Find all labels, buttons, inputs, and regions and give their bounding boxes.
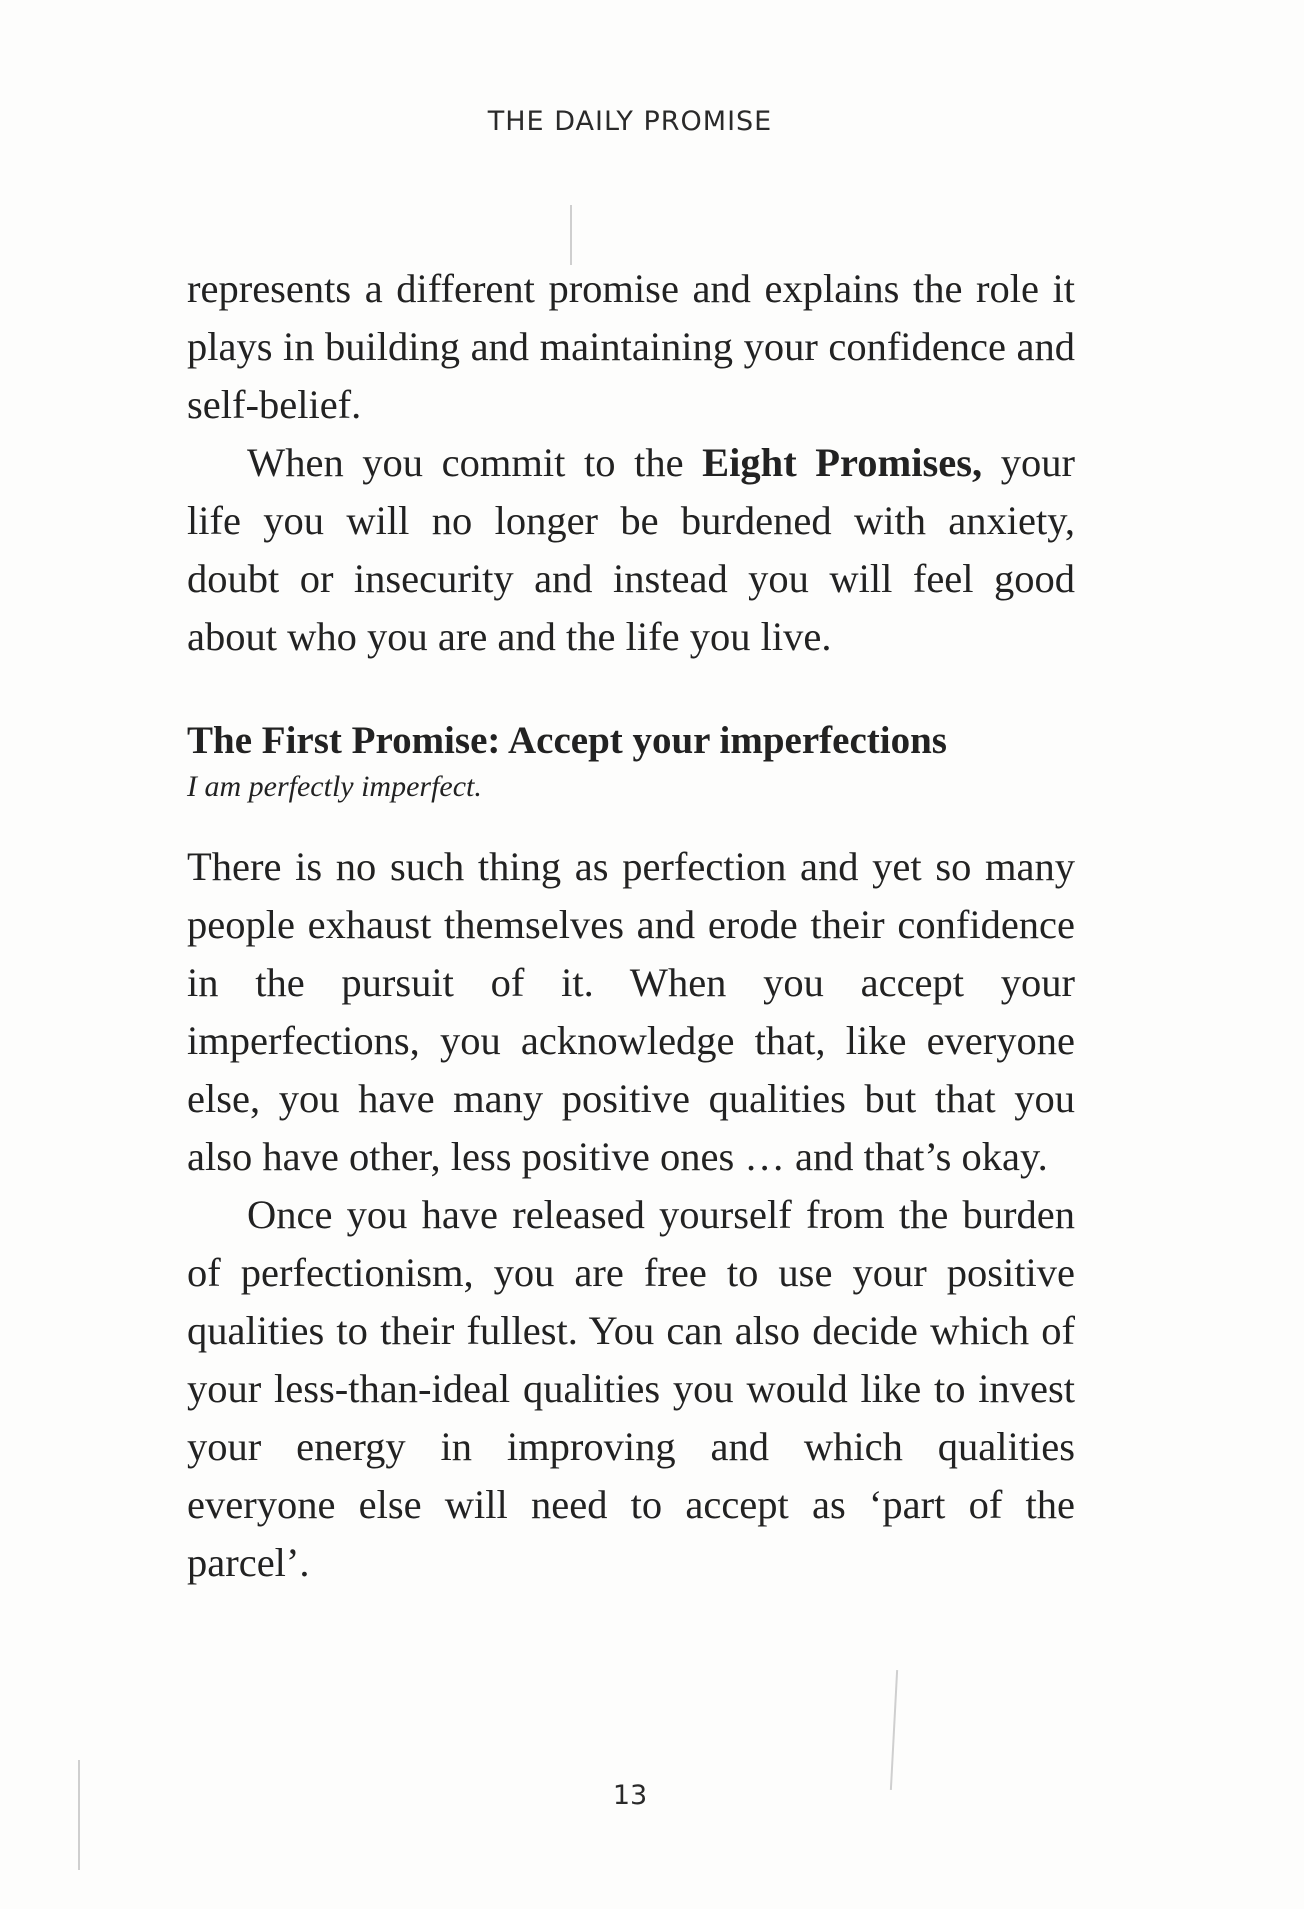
intro-text	[187, 260, 1075, 666]
scan-mark	[78, 1760, 80, 1870]
intro-paragraph-1: represents a different promise and explains the role it plays in building and maintaining your confidence and self-belief.	[187, 266, 1075, 427]
intro-paragraph-2	[187, 434, 1075, 666]
page-number: 13	[612, 1780, 648, 1811]
section-heading-block	[187, 716, 1075, 808]
intro-paragraph-2-lead: When you commit to the	[247, 440, 703, 485]
section-heading: The First Promise: Accept your imperfections	[187, 719, 947, 762]
eight-promises-emphasis: Eight Promises,	[702, 440, 983, 485]
body-paragraph-2: Once you have released yourself from the burden of perfectionism, you are free to use your positive qualities to their fullest. You can also decide which of your less-than-ideal qualities you would like to invest your energy in improving and which qualities everyone else will need to accept as ‘part of the parcel’.	[187, 1192, 1075, 1585]
section-subheading: I am perfectly imperfect.	[187, 770, 482, 803]
intro-paragraph-2-rest: your life you will no longer be burdened with anxiety, doubt or insecurity and instead you will feel good about who you are and the life you live.	[187, 440, 1075, 659]
scan-mark	[570, 205, 572, 265]
section-body	[187, 838, 1075, 1592]
body-paragraph-1: There is no such thing as perfection and yet so many people exhaust themselves and erode their confidence in the pursuit of it. When you accept your imperfections, you acknowledge that, like everyone else, you have many positive qualities but that you also have other, less positive ones … and that’s okay.	[187, 844, 1075, 1179]
scan-mark	[890, 1670, 898, 1790]
running-header: THE DAILY PROMISE	[487, 106, 773, 137]
